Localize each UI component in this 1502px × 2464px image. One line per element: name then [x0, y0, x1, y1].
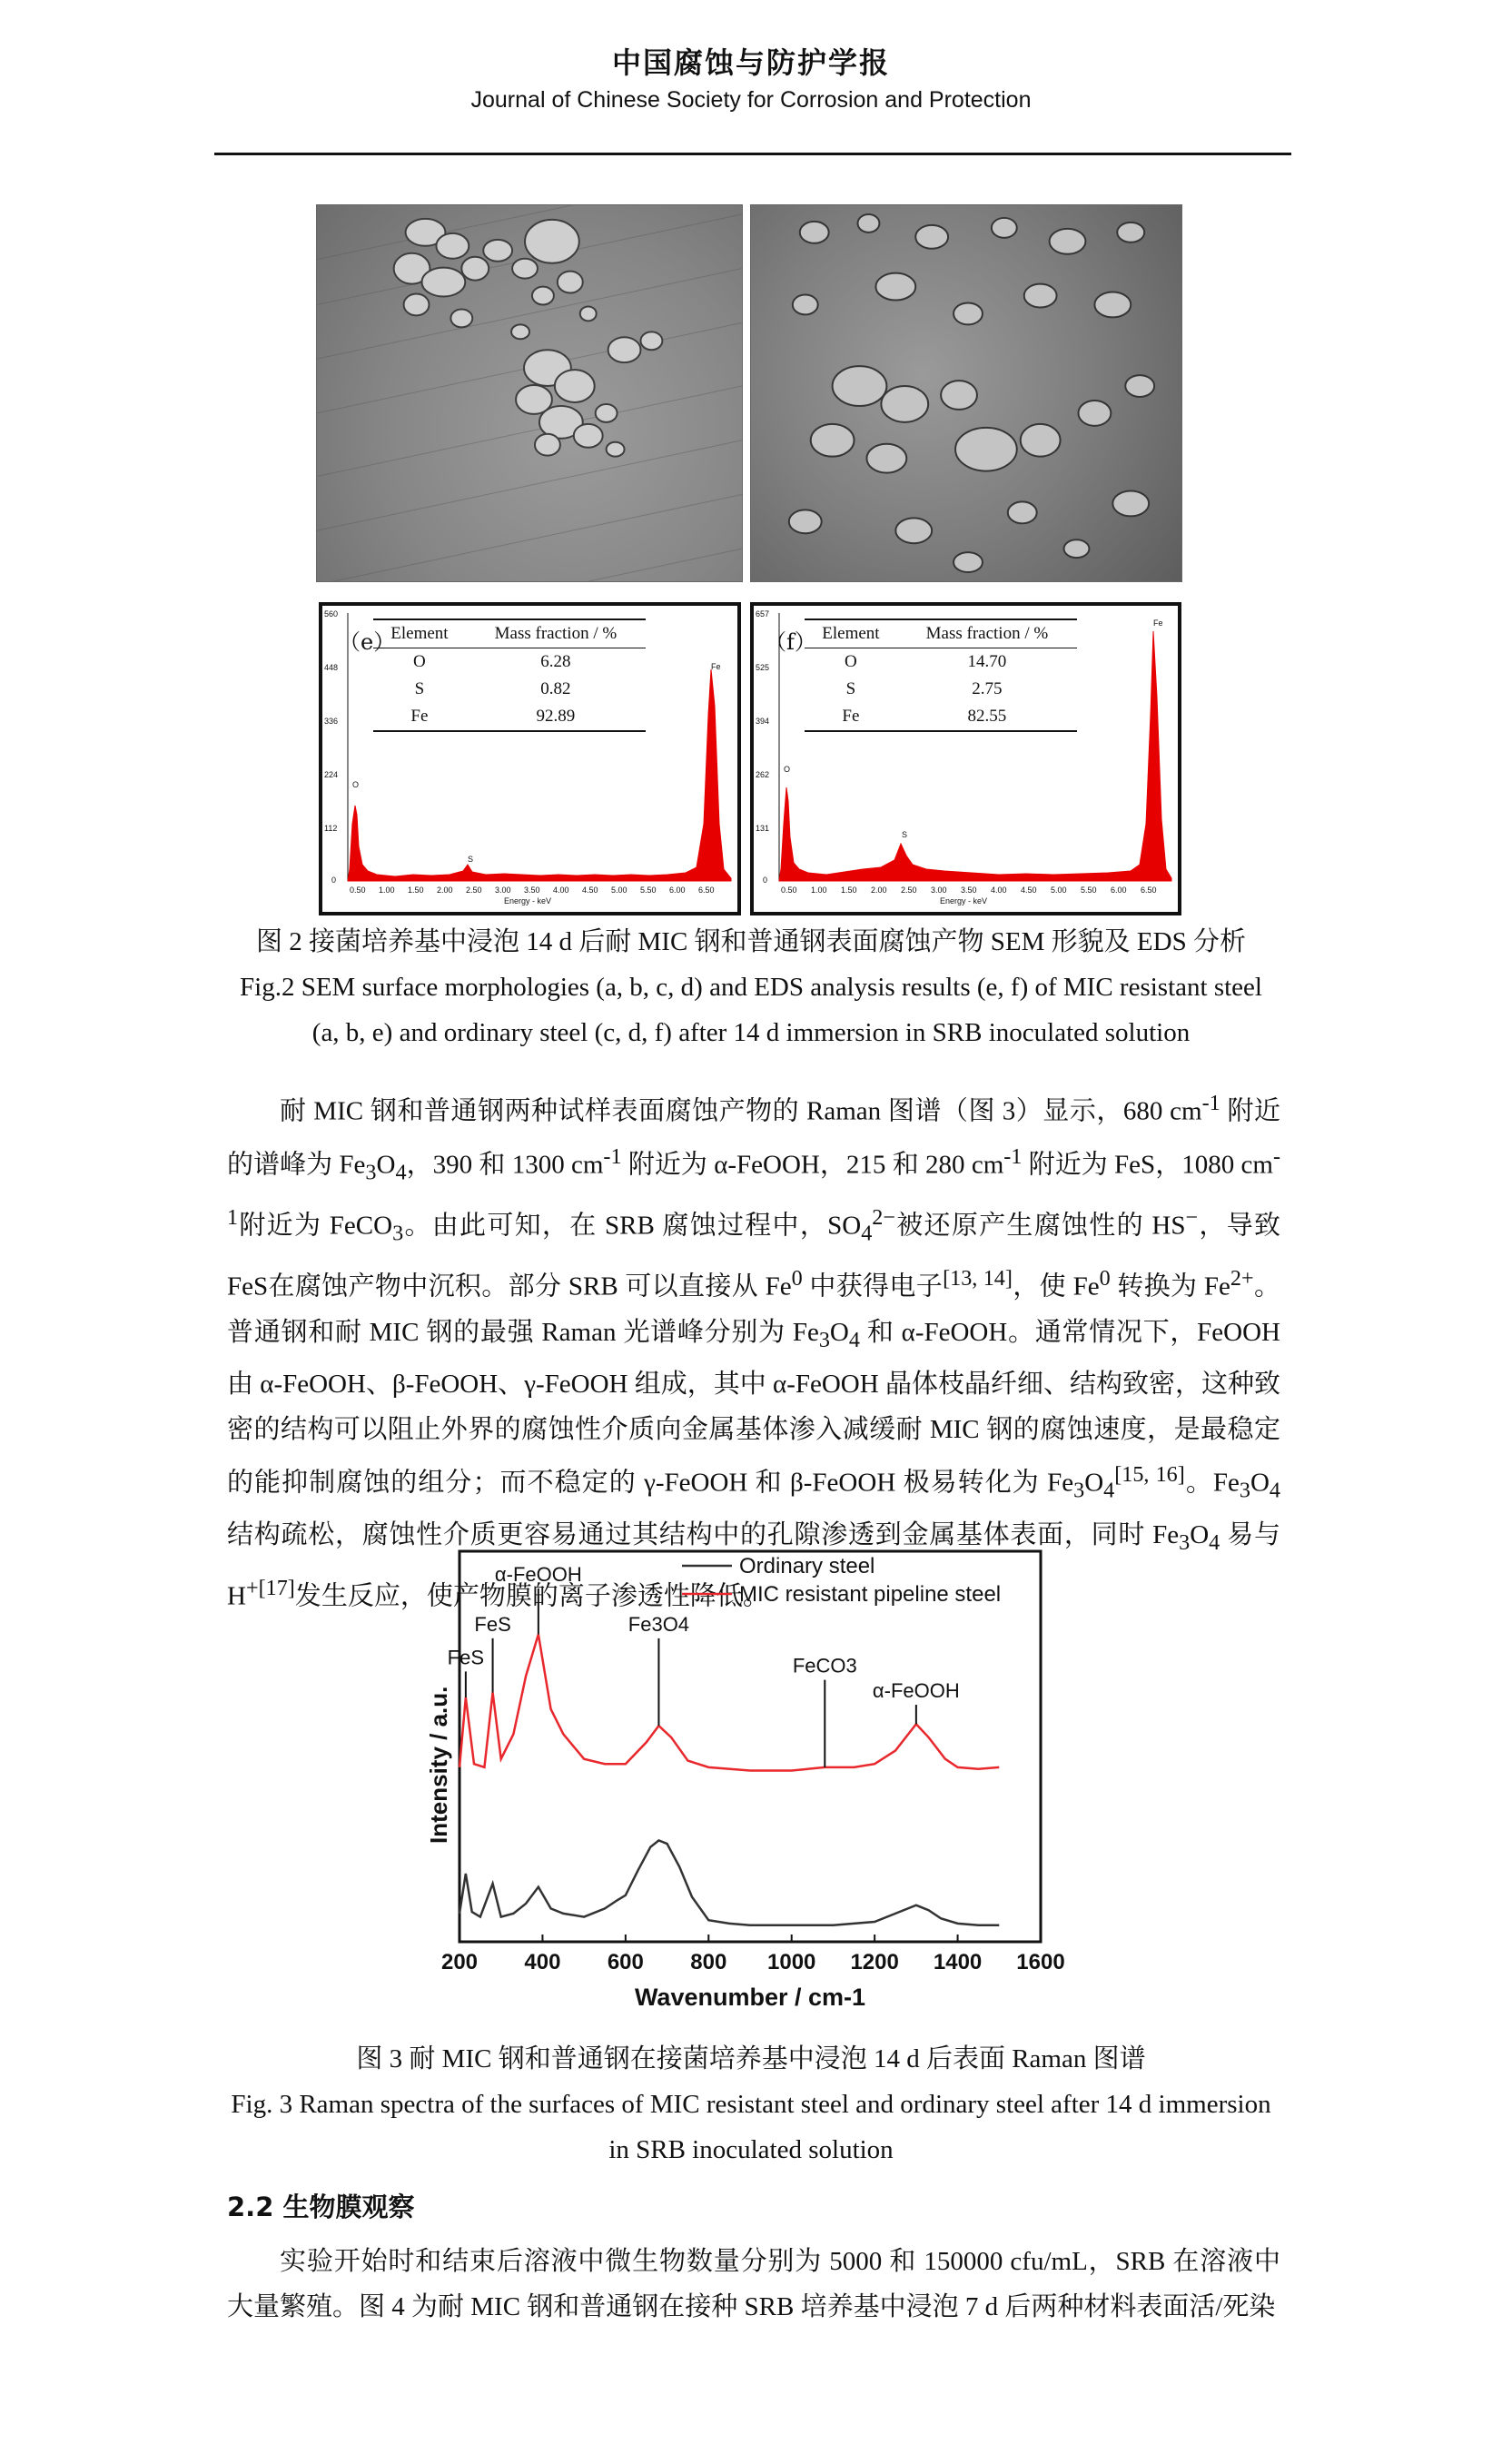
legend-label-ordinary: Ordinary steel	[739, 1554, 875, 1578]
x-tick-label: 1600	[1016, 1950, 1065, 1974]
x-tick: 1.00	[811, 886, 827, 895]
x-tick: 6.00	[1111, 886, 1127, 895]
text-run: 发	[294, 1581, 321, 1611]
figure2-caption-en-2: (a, b, e) and ordinary steel (c, d, f) after 14 d immersion in SRB inoculated solution	[311, 1018, 1191, 1047]
journal-title-cn: 中国腐蚀与防护学报	[611, 45, 890, 80]
text-run: O	[1190, 1520, 1210, 1550]
text-run: FeOOH、β-FeOOH、γ-FeOOH 组成，其中 α-FeOOH 晶体枝晶纤细、结构致密，这种致密的	[227, 1369, 1280, 1444]
peak-label-s: S	[468, 855, 474, 864]
x-tick: 4.00	[991, 886, 1007, 895]
journal-title-en: Journal of Chinese Society for Corrosion and Protection	[470, 87, 1032, 113]
paragraph-text	[227, 1081, 1280, 1619]
y-tick: 0	[331, 876, 337, 885]
x-axis-label: Energy - keV	[940, 896, 988, 905]
superscript: 0	[791, 1266, 803, 1291]
raman-chart	[423, 1544, 1077, 2021]
table-header-row	[805, 619, 1077, 648]
citation: [17]	[258, 1575, 295, 1600]
x-tick: 2.00	[437, 886, 453, 895]
text-run: 附近	[1220, 1096, 1280, 1126]
table-row	[373, 648, 646, 677]
text-run: 在腐蚀产物中沉积。部分 SRB 可以直接从 Fe	[268, 1272, 792, 1301]
y-axis-label: Intensity / a.u.	[425, 1686, 452, 1844]
text-run: 附近为 FeS，1080 cm	[1022, 1150, 1273, 1180]
column-header: Mass fraction / %	[897, 619, 1077, 648]
table-row	[373, 703, 646, 731]
series-line-ordinary-steel	[459, 1840, 999, 1925]
text-run: 被还原产生腐蚀性的 HS	[894, 1211, 1186, 1241]
subscript: 4	[395, 1160, 407, 1185]
column-header: Element	[805, 619, 897, 648]
text-run: ，导致 FeS	[227, 1211, 1280, 1301]
y-tick: 131	[756, 824, 770, 833]
annotation-label: FeS	[474, 1612, 511, 1636]
figure2-caption-cn: 图 2 接菌培养基中浸泡 14 d 后耐 MIC 钢和普通钢表面腐蚀产物 SEM 形貌及 EDS 分析	[256, 927, 1246, 956]
x-tick-label: 1000	[767, 1950, 816, 1974]
eds-panel-e	[319, 602, 741, 915]
y-tick: 0	[763, 876, 768, 885]
column-header: Mass fraction / %	[466, 619, 646, 648]
text-run: 转换为 Fe	[1110, 1272, 1230, 1301]
x-tick: 2.50	[466, 886, 482, 895]
y-tick: 224	[324, 770, 339, 779]
text-run: O	[376, 1150, 396, 1180]
x-tick-label: 600	[607, 1950, 644, 1974]
y-tick: 112	[324, 824, 338, 833]
figure2-caption	[209, 919, 1293, 1055]
panel-label-e: （e）	[339, 629, 396, 655]
superscript: 2−	[872, 1205, 895, 1231]
text-run: 附近为 α-FeOOH，215 和 280 cm	[621, 1150, 1004, 1180]
x-tick: 2.50	[901, 886, 917, 895]
citation: [13, 14]	[943, 1266, 1013, 1291]
sem-image-mic-steel	[316, 204, 743, 582]
sem-image-ordinary-steel	[750, 204, 1182, 582]
section-heading: 2.2 生物膜观察	[227, 2192, 415, 2222]
eds-table-e	[373, 618, 646, 732]
x-tick: 0.50	[781, 886, 797, 895]
text-run: 。普通钢	[227, 1272, 1280, 1347]
text-run: 附近为 FeCO	[238, 1211, 393, 1241]
text-run: 实验开始时和结束后溶液中微生物数量分别为 5000 和 150000 cfu/mL，SRB 在溶液中	[280, 2247, 1280, 2276]
peak-label-fe: Fe	[1153, 618, 1163, 628]
annotation-label: FeCO3	[792, 1654, 857, 1677]
x-tick: 1.50	[408, 886, 424, 895]
text-run: 。Fe	[1184, 1468, 1240, 1498]
text-run: 大量繁殖。图 4 为耐 MIC 钢和普通钢在接种 SRB 培养基中浸泡 7 d 后两种材料表面活/死染	[227, 2291, 1276, 2321]
body-paragraph-raman	[227, 1081, 1280, 1619]
text-run: 松，腐蚀性介质更容易通过其结构中的孔隙渗透到金属基体表面，同时 Fe	[308, 1520, 1180, 1550]
body-paragraph-biofilm	[227, 2240, 1280, 2330]
x-tick: 5.50	[1081, 886, 1097, 895]
figure3-caption-en-2: in SRB inoculated solution	[608, 2135, 894, 2164]
value-cell: 14.70	[967, 652, 1007, 671]
x-tick: 4.00	[553, 886, 569, 895]
subscript: 3	[818, 1327, 830, 1352]
superscript: -1	[227, 1144, 1280, 1231]
x-tick: 2.00	[871, 886, 887, 895]
subscript: 3	[1239, 1478, 1250, 1503]
x-tick-label: 800	[690, 1950, 727, 1974]
eds-panel-f	[750, 602, 1181, 915]
text-run: 和耐 MIC 钢的最强 Raman 光谱峰分别为 Fe	[308, 1317, 819, 1347]
figure3-caption	[209, 2036, 1293, 2172]
element-cell: O	[845, 652, 857, 671]
value-cell: 2.75	[972, 679, 1003, 698]
subscript: 4	[1103, 1478, 1115, 1503]
x-tick: 0.50	[350, 886, 366, 895]
y-tick: 394	[756, 717, 770, 726]
peak-label-o: O	[352, 780, 360, 789]
table-header-row	[373, 619, 646, 648]
text-run: O	[1084, 1468, 1104, 1498]
eds-table-f	[805, 618, 1077, 732]
x-tick: 3.00	[931, 886, 947, 895]
subscript: 3	[1073, 1478, 1085, 1503]
figure3-caption-cn: 图 3 耐 MIC 钢和普通钢在接菌培养基中浸泡 14 d 后表面 Raman 图谱	[356, 2044, 1146, 2073]
x-tick: 3.00	[495, 886, 511, 895]
citation: [15, 16]	[1114, 1462, 1185, 1488]
x-tick: 4.50	[582, 886, 598, 895]
x-tick: 5.00	[1051, 886, 1067, 895]
superscript: 2+	[1230, 1266, 1254, 1291]
figure2-caption-en-1: Fig.2 SEM surface morphologies (a, b, c, d) and EDS analysis results (e, f) of MIC resistant steel	[240, 973, 1262, 1002]
superscript: -1	[1003, 1144, 1023, 1170]
subscript: 4	[1209, 1530, 1220, 1556]
text-run: 抑制腐蚀的组分；而不稳定的 γ-FeOOH 和 β-FeOOH 极易转化为 Fe	[282, 1468, 1074, 1498]
x-tick-label: 1200	[850, 1950, 899, 1974]
element-cell: S	[414, 679, 425, 698]
y-tick: 336	[324, 717, 339, 726]
text-run: 耐 MIC 钢和普通钢两种试样表面腐蚀产物的 Raman 图谱（图 3）显示，680 cm	[280, 1096, 1202, 1126]
text-run: 的谱峰为 Fe	[227, 1150, 366, 1180]
y-tick: 657	[756, 609, 770, 618]
element-cell: Fe	[373, 703, 466, 731]
x-tick-label: 1400	[933, 1950, 983, 1974]
text-run: ，390 和 1300 cm	[406, 1150, 604, 1180]
y-tick: 448	[324, 663, 339, 672]
x-tick: 3.50	[961, 886, 977, 895]
subscript: 3	[365, 1160, 377, 1185]
x-tick: 6.50	[1141, 886, 1157, 895]
annotation-label: α-FeOOH	[872, 1679, 960, 1703]
value-cell: 92.89	[466, 703, 646, 731]
series-line-mic-steel	[459, 1634, 999, 1770]
x-tick: 5.50	[640, 886, 657, 895]
peak-label-fe: Fe	[711, 662, 721, 671]
value-cell: 0.82	[540, 679, 571, 698]
subscript: 4	[861, 1221, 873, 1246]
subscript: 3	[392, 1221, 404, 1246]
x-axis-label: Energy - keV	[504, 896, 552, 905]
paragraph-text	[227, 2240, 1280, 2330]
text-run: O	[1250, 1468, 1270, 1498]
peak-label-o: O	[784, 765, 791, 774]
y-tick: 525	[756, 663, 770, 672]
text-run: 结构疏	[227, 1520, 309, 1550]
superscript: 0	[1099, 1266, 1111, 1291]
text-run: 和 α-FeOOH。通常情况下，FeOOH 由 α-	[227, 1317, 1280, 1399]
table-row	[805, 676, 1077, 703]
text-run: 易与 H	[227, 1520, 1280, 1611]
element-cell: O	[413, 652, 426, 671]
table-row	[805, 703, 1077, 731]
plot-frame	[459, 1551, 1041, 1942]
peak-label-s: S	[902, 830, 908, 839]
x-tick: 6.50	[698, 886, 715, 895]
text-run: 结构可以阻止外界的腐蚀性介质向金属基体渗入减缓耐 MIC 钢的腐蚀速度，是最稳定的能	[227, 1414, 1280, 1498]
y-tick: 262	[756, 770, 770, 779]
x-tick: 1.00	[379, 886, 395, 895]
x-tick-label: 200	[440, 1950, 479, 1974]
table-row	[805, 648, 1077, 677]
superscript: −	[1185, 1205, 1199, 1231]
figure3-caption-en-1: Fig. 3 Raman spectra of the surfaces of MIC resistant steel and ordinary steel after 14 d immersion	[231, 2090, 1271, 2119]
x-tick: 1.50	[841, 886, 857, 895]
text-run: 中获得电子	[802, 1272, 944, 1301]
superscript: +	[245, 1575, 259, 1600]
text-run: 生反应，使产物膜的离子渗透性降低。	[321, 1581, 769, 1611]
subscript: 4	[848, 1327, 860, 1352]
annotation-label: FeS	[447, 1646, 485, 1669]
x-tick: 5.00	[611, 886, 627, 895]
annotation-label: Fe3O4	[627, 1612, 690, 1636]
x-tick: 4.50	[1021, 886, 1037, 895]
legend-label-mic: MIC resistant pipeline steel	[739, 1582, 1002, 1607]
column-header: Element	[373, 619, 466, 648]
subscript: 3	[1179, 1530, 1191, 1556]
x-axis-label: Wavenumber / cm-1	[634, 1984, 866, 2011]
value-cell: 82.55	[897, 703, 1077, 731]
x-tick-label: 400	[524, 1950, 561, 1974]
text-run: O	[829, 1317, 849, 1347]
value-cell: 6.28	[540, 652, 571, 671]
x-tick: 6.00	[669, 886, 686, 895]
x-tick: 3.50	[524, 886, 540, 895]
header-divider	[214, 153, 1291, 155]
subscript: 4	[1269, 1478, 1280, 1503]
text-run: ，使 Fe	[1012, 1272, 1100, 1301]
text-run: 。由此可知，在 SRB 腐蚀过程中，SO	[403, 1211, 862, 1241]
superscript: -1	[1201, 1091, 1220, 1115]
panel-label-f: （f）	[765, 629, 816, 655]
chart-legend	[682, 1554, 1001, 1607]
superscript: -1	[603, 1144, 622, 1170]
element-cell: S	[845, 679, 856, 698]
annotation-label: α-FeOOH	[494, 1562, 582, 1586]
y-tick: 560	[324, 609, 339, 618]
element-cell: Fe	[805, 703, 897, 731]
table-row	[373, 676, 646, 703]
